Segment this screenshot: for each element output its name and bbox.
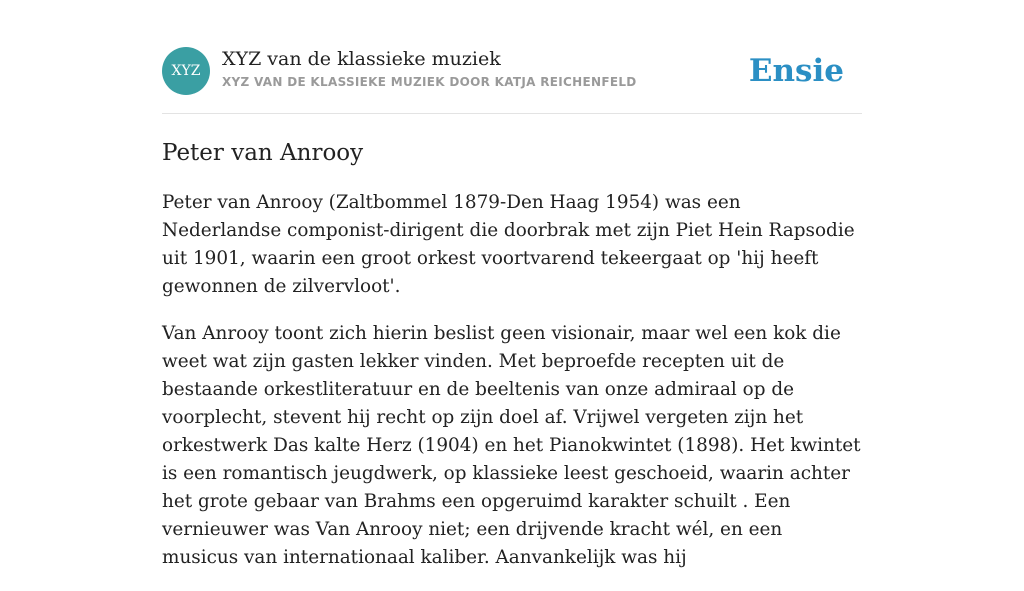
article-body — [162, 189, 862, 591]
brand-logo[interactable]: Ensie — [748, 53, 844, 89]
blog-header — [162, 47, 862, 114]
avatar[interactable]: XYZ — [162, 47, 210, 95]
blog-subtitle[interactable]: XYZ VAN DE KLASSIEKE MUZIEK DOOR KATJA REICHENFELD — [222, 75, 637, 89]
article-paragraph: Peter van Anrooy (Zaltbommel 1879-Den Haag 1954) was een Nederlandse componist-dirigent die doorbrak met zijn Piet Hein Rapsodie uit 1901, waarin een groot orkest voortvarend tekeergaat op 'hij heeft gewonnen de zilvervloot'. — [162, 192, 855, 297]
article-title: Peter van Anrooy — [162, 140, 364, 166]
article-paragraph: Van Anrooy toont zich hierin beslist geen visionair, maar wel een kok die weet wat zijn gasten lekker vinden. Met beproefde recepten uit de bestaande orkestliteratuur en de beeltenis van onze admiraal op de voorplecht, stevent hij recht op zijn doel af. Vrijwel vergeten zijn het orkestwerk Das kalte Herz (1904) en het Pianokwintet (1898). Het kwintet is een romantisch jeugdwerk, op klassieke leest geschoeid, waarin achter het grote gebaar van Brahms een opgeruimd karakter schuilt . Een vernieuwer was Van Anrooy niet; een drijvende kracht wél, en een musicus van internationaal kaliber. Aanvankelijk was hij — [162, 323, 861, 568]
blog-title[interactable]: XYZ van de klassieke muziek — [222, 48, 501, 70]
